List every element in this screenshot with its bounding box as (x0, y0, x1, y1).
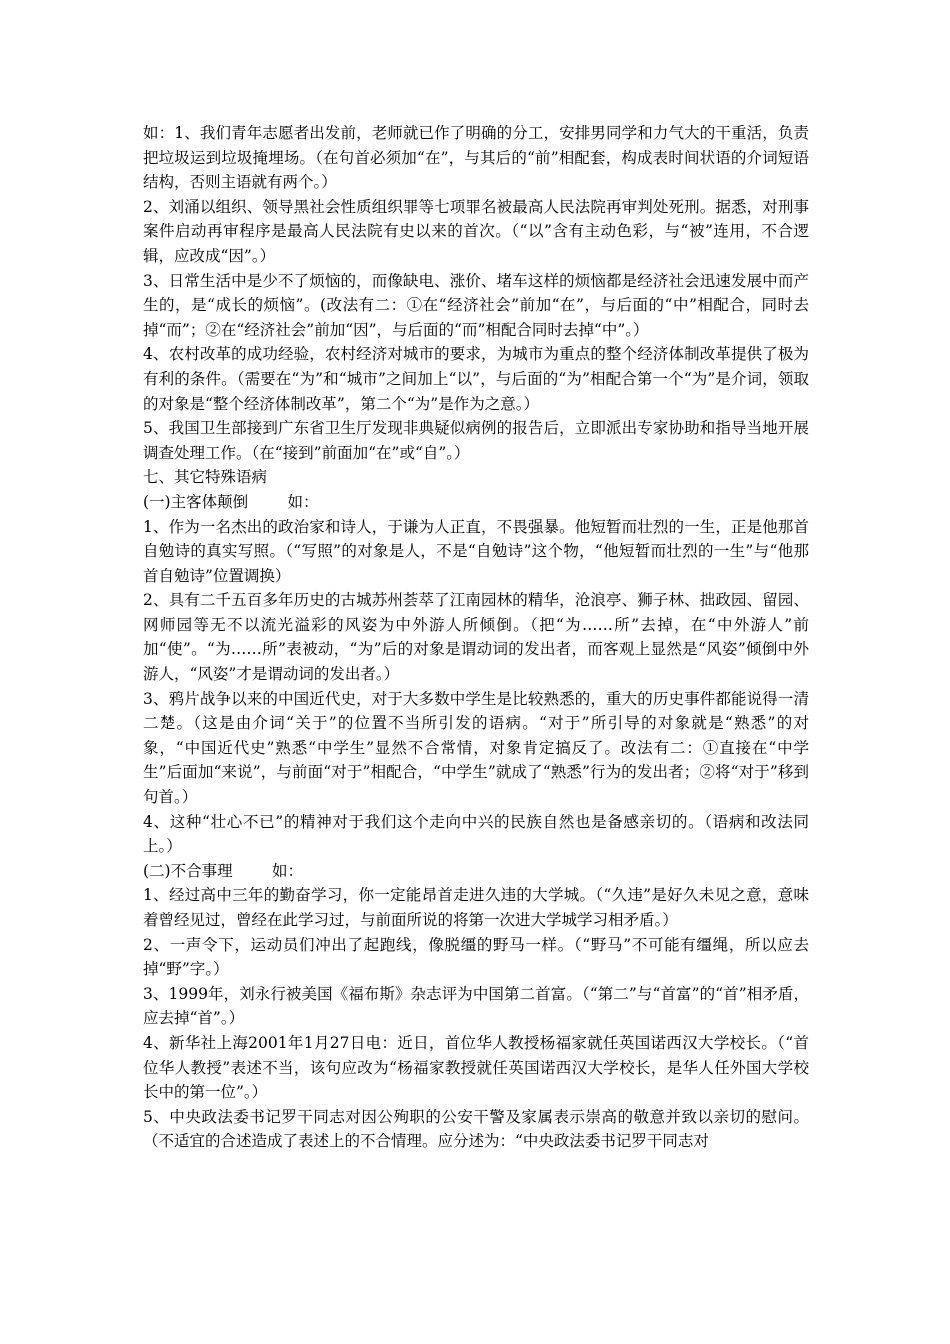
subsection-heading: (二)不合事理 如： (143, 861, 304, 880)
paragraph: 4、新华社上海2001年1月27日电：近日，首位华人教授杨福家就任英国诺西汉大学校长。（“首位华人教授”表述不当，该句应改为“杨福家教授就任英国诺西汉大学校长，是华人任外国大学校长中的第一位”。） (143, 1033, 809, 1102)
paragraph: 1、经过高中三年的勤奋学习，你一定能昂首走进久违的大学城。（“久违”是好久未见之意，意味着曾经见过，曾经在此学习过，与前面所说的将第一次进大学城学习相矛盾。） (143, 886, 809, 929)
document-page (143, 121, 809, 1154)
paragraph: 4、农村改革的成功经验，农村经济对城市的要求，为城市为重点的整个经济体制改革提供了极为有利的条件。（需要在“为”和“城市”之间加上“以”，与后面的“为”相配合第一个“为”是介词，领取的对象是“整个经济体制改革”，第二个“为”是作为之意。） (143, 345, 809, 413)
paragraph: 5、中央政法委书记罗干同志对因公殉职的公安干警及家属表示崇高的敬意并致以亲切的慰问。（不适宜的合述造成了表述上的不合情理。应分述为：“中央政法委书记罗干同志对 (143, 1107, 809, 1151)
paragraph: 4、这种“壮心不已”的精神对于我们这个走向中兴的民族自然也是备感亲切的。（语病和改法同上。） (143, 812, 809, 856)
paragraph: 如：1、我们青年志愿者出发前，老师就已作了明确的分工，安排男同学和力气大的干重活，负责把垃圾运到垃圾掩埋场。（在句首必须加“在”，与其后的“前”相配套，构成表时间状语的介词短语结构，否则主语就有两个。） (143, 124, 809, 192)
paragraph: 3、鸦片战争以来的中国近代史，对于大多数中学生是比较熟悉的，重大的历史事件都能说得一清二楚。（这是由介词“关于”的位置不当所引发的语病。“对于”所引导的对象就是“熟悉”的对象，“中国近代史”熟悉“中学生”显然不合常情，对象肯定搞反了。改法有二：①直接在“中学生”后面加“来说”，与前面“对于”相配合，“中学生”就成了“熟悉”行为的发出者；②将“对于”移到句首。） (143, 689, 809, 807)
paragraph: 3、日常生活中是少不了烦恼的，而像缺电、涨价、堵车这样的烦恼都是经济社会迅速发展中而产生的，是“成长的烦恼”。(改法有二：①在“经济社会”前加“在”，与后面的“中”相配合，同时去掉“而”；②在“经济社会”前加“因”，与后面的“而”相配合同时去掉“中”。） (143, 271, 809, 339)
section-heading: 七、其它特殊语病 (143, 468, 268, 487)
paragraph: 5、我国卫生部接到广东省卫生厅发现非典疑似病例的报告后，立即派出专家协助和指导当地开展调查处理工作。（在“接到”前面加“在”或“自”。） (143, 419, 809, 462)
subsection-heading: (一)主客体颠倒 如： (143, 492, 319, 511)
paragraph: 2、刘涌以组织、领导黑社会性质组织罪等七项罪名被最高人民法院再审判处死刑。据悉，对刑事案件启动再审程序是最高人民法院有史以来的首次。（“以”含有主动色彩，与“被”连用，不合逻辑，应改成“因”。） (143, 197, 809, 265)
paragraph: 1、作为一名杰出的政治家和诗人，于谦为人正直，不畏强暴。他短暂而壮烈的一生，正是他那首自勉诗的真实写照。（“写照”的对象是人，不是“自勉诗”这个物，“他短暂而壮烈的一生”与“他那首自勉诗”位置调换） (143, 517, 809, 585)
paragraph: 3、1999年，刘永行被美国《福布斯》杂志评为中国第二首富。（“第二”与“首富”的“首”相矛盾，应去掉“首”。） (143, 984, 809, 1028)
paragraph: 2、一声令下，运动员们冲出了起跑线，像脱缰的野马一样。（“野马”不可能有缰绳，所以应去掉“野”字。） (143, 935, 809, 979)
paragraph: 2、具有二千五百多年历史的古城苏州荟萃了江南园林的精华，沧浪亭、狮子林、拙政园、留园、网师园等无不以流光溢彩的风姿为中外游人所倾倒。（把“为……所”去掉，在“中外游人”前加“使”。“为……所”表被动，“为”后的对象是谓动词的发出者，而客观上显然是“风姿”倾倒中外游人，“风姿”才是谓动词的发出者。） (143, 591, 809, 684)
